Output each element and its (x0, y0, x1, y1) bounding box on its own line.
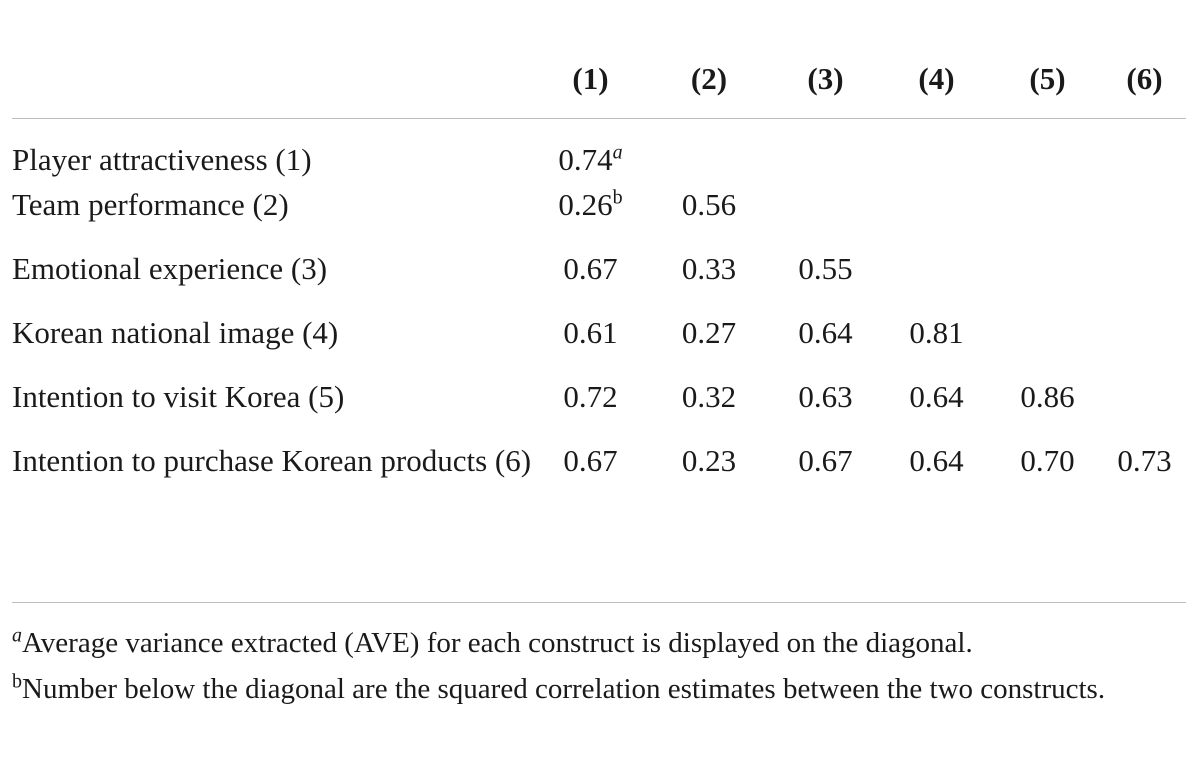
table-cell (1103, 311, 1186, 375)
table-cell (770, 119, 881, 184)
footnote-b (12, 666, 1186, 712)
table-cell (648, 247, 770, 311)
cell-value: 0.73 (1117, 443, 1172, 478)
cell-value: 0.67 (563, 251, 618, 286)
cell-value: 0.67 (563, 443, 618, 478)
table-row (12, 119, 1186, 184)
table-cell (881, 375, 992, 439)
table-cell (992, 439, 1103, 543)
column-header (12, 40, 533, 119)
footnote-a-text: Average variance extracted (AVE) for each construct is displayed on the diagonal. (22, 627, 973, 659)
header-row (12, 40, 1186, 119)
table-cell (533, 375, 648, 439)
column-header: (5) (992, 40, 1103, 119)
table-row (12, 439, 1186, 543)
row-label: Player attractiveness (1) (12, 142, 312, 177)
table-row (12, 311, 1186, 375)
row-label: Intention to purchase Korean products (6) (12, 443, 532, 478)
superscript-marker: a (612, 141, 623, 164)
table-cell (992, 311, 1103, 375)
table-cell (992, 247, 1103, 311)
cell-value: 0.32 (681, 379, 737, 414)
table-cell (881, 183, 992, 247)
table-cell (533, 439, 648, 543)
cell-value: 0.27 (681, 315, 737, 350)
column-header: (3) (770, 40, 881, 119)
table-cell (881, 247, 992, 311)
cell-value: 0.86 (1020, 379, 1075, 414)
table-cell (881, 119, 992, 184)
footnote-marker-b: b (12, 670, 22, 693)
superscript-marker: b (612, 186, 623, 209)
cell-value: 0.81 (909, 315, 964, 350)
column-header: (4) (881, 40, 992, 119)
table-cell (992, 183, 1103, 247)
cell-value: 0.63 (798, 379, 853, 414)
table-row (12, 183, 1186, 247)
table-row (12, 247, 1186, 311)
table-cell (992, 119, 1103, 184)
table-cell (1103, 183, 1186, 247)
table-row (12, 375, 1186, 439)
correlation-table (12, 40, 1186, 543)
footnote-marker-a: a (12, 624, 22, 647)
footnote-b-text: Number below the diagonal are the squared correlation estimates between the two constructs. (22, 673, 1106, 705)
table-cell (1103, 119, 1186, 184)
footnotes (12, 620, 1186, 712)
row-label: Intention to visit Korea (5) (12, 379, 345, 414)
cell-value: 0.55 (798, 251, 853, 286)
table-cell (648, 439, 770, 543)
table-cell (533, 247, 648, 311)
cell-value: 0.64 (798, 315, 853, 350)
table-cell (533, 311, 648, 375)
table-cell (648, 119, 770, 184)
cell-value: 0.72 (563, 379, 618, 414)
table-cell (1103, 439, 1186, 543)
table-cell (770, 247, 881, 311)
cell-value: 0.64 (909, 443, 964, 478)
cell-value: 0.56 (681, 187, 737, 222)
table-cell (992, 375, 1103, 439)
cell-value: 0.26 (558, 187, 613, 222)
row-label: Emotional experience (3) (12, 251, 328, 286)
table-cell (770, 183, 881, 247)
footnote-a (12, 620, 1186, 666)
table-cell (648, 311, 770, 375)
table-cell (648, 183, 770, 247)
table-cell (533, 183, 648, 247)
column-header: (6) (1103, 40, 1186, 119)
table-cell (1103, 375, 1186, 439)
cell-value: 0.70 (1020, 443, 1075, 478)
column-header: (1) (533, 40, 648, 119)
table-cell (770, 375, 881, 439)
cell-value: 0.74 (558, 142, 613, 177)
cell-value: 0.67 (798, 443, 853, 478)
table-cell (770, 439, 881, 543)
table-cell (1103, 247, 1186, 311)
table-cell (533, 119, 648, 184)
row-label: Team performance (2) (12, 187, 289, 222)
cell-value: 0.33 (681, 251, 737, 286)
table-cell (881, 439, 992, 543)
table-cell (881, 311, 992, 375)
table-cell (770, 311, 881, 375)
table-cell (648, 375, 770, 439)
footnote-divider (12, 602, 1186, 603)
cell-value: 0.61 (563, 315, 618, 350)
cell-value: 0.64 (909, 379, 964, 414)
row-label: Korean national image (4) (12, 315, 339, 350)
column-header: (2) (648, 40, 770, 119)
cell-value: 0.23 (681, 443, 737, 478)
